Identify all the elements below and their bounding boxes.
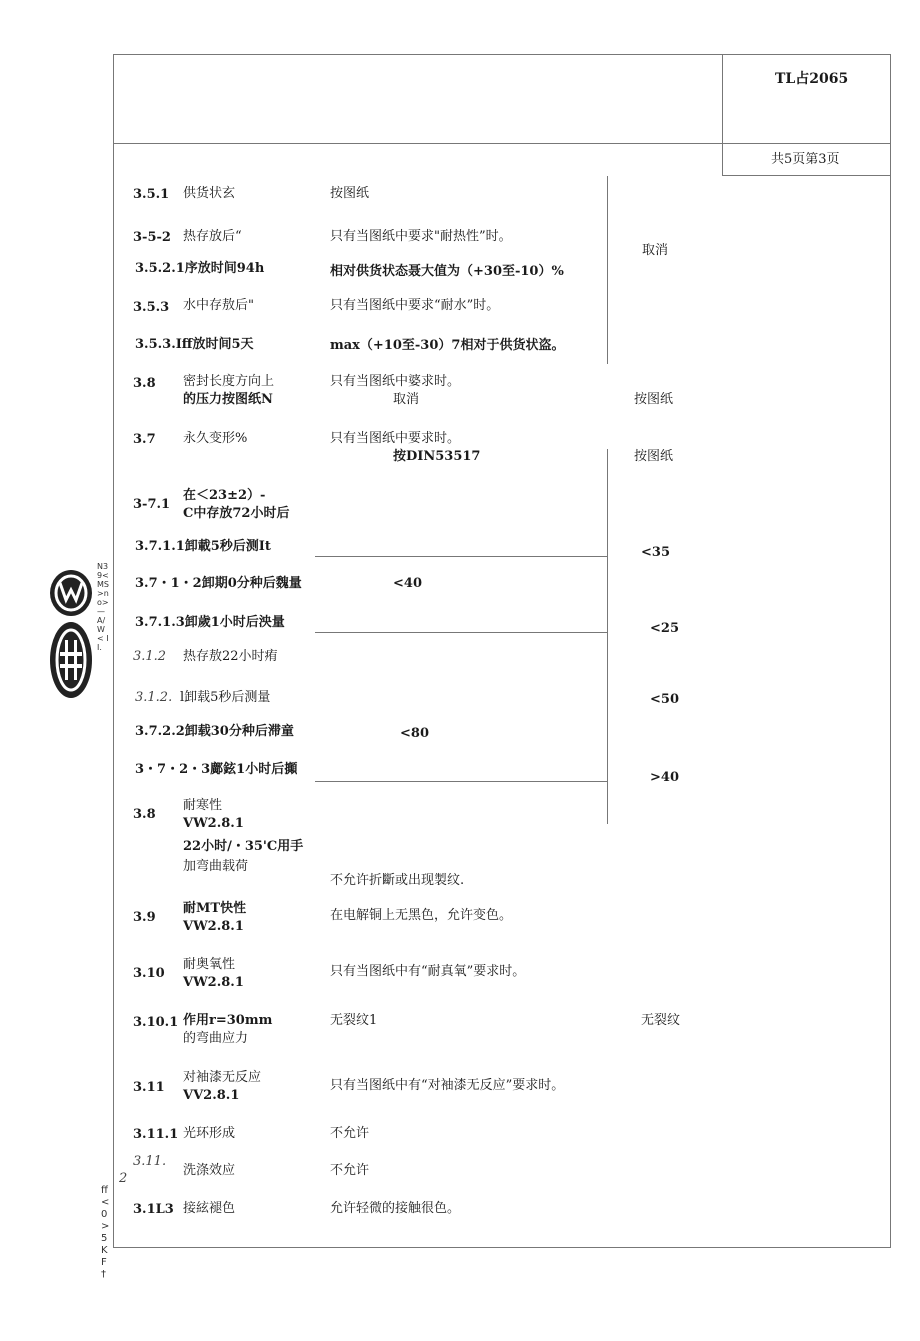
item-label-line2: C中存放72小时后 xyxy=(183,506,290,521)
bottom-vertical-text: ff < 0 > 5 K F† xyxy=(101,1185,110,1280)
item-label: 洗涤效应 xyxy=(183,1163,236,1178)
item-label-line1: 耐MT快性 xyxy=(183,901,247,916)
seal-logo xyxy=(50,622,92,698)
item-number: 3-7.1 xyxy=(133,497,171,512)
header-cell-divider xyxy=(722,54,723,176)
item-label-line1: 作用r=30mm xyxy=(183,1013,273,1028)
seal-logo-icon xyxy=(50,622,92,698)
item-number: 3.5.1 xyxy=(133,187,170,202)
item-requirement: 在电解铜上无黑色，允许变色。 xyxy=(330,908,513,923)
item-label: l卸载5秒后测量 xyxy=(180,690,271,705)
item-label-line4: 加弯曲载荷 xyxy=(183,859,249,874)
item-value-col3: <25 xyxy=(650,621,679,636)
item-number: 3.5.3 xyxy=(133,300,170,315)
header-rule xyxy=(113,143,891,144)
item-label: 3・7・2・3鄺鉉1小时后攧 xyxy=(135,762,298,777)
item-requirement: 只有当图纸中有“对袖漆无反应”要求时。 xyxy=(330,1078,565,1093)
item-number: 3.10 xyxy=(133,966,165,981)
item-label-line1: 对袖漆无反应 xyxy=(183,1070,262,1085)
item-label: 供货状玄 xyxy=(183,186,236,201)
item-label: 热存放后“ xyxy=(183,229,242,244)
item-number: 3.1L3 xyxy=(133,1202,174,1217)
item-label-line1: 在＜23±2）- xyxy=(183,488,266,503)
item-label-line2: VW2.8.1 xyxy=(183,975,244,990)
item-requirement: 不允许 xyxy=(330,1163,370,1178)
item-label-line2: VW2.8.1 xyxy=(183,919,244,934)
item-label-line1: 密封长度方向上 xyxy=(183,374,275,389)
table-rule-2 xyxy=(315,632,607,633)
item-requirement: 只有当图纸中要求时。 xyxy=(330,431,461,446)
item-label-line2: 的弯曲应力 xyxy=(183,1031,249,1046)
item-number: 3.10.1 xyxy=(133,1015,179,1030)
item-label: 水中存敖后" xyxy=(183,298,254,313)
item-number: 3.7 xyxy=(133,432,156,447)
item-number: 3-5-2 xyxy=(133,230,171,245)
item-label: 3.5.3.Iff放时间5天 xyxy=(135,337,254,352)
item-label: 3.7・1・2卸期0分种后魏量 xyxy=(135,576,302,591)
item-label: 永久变形% xyxy=(183,431,248,446)
item-requirement: 只有当图纸中要求“耐水”时。 xyxy=(330,298,500,313)
item-number: 3.11.1 xyxy=(133,1127,179,1142)
item-requirement-col3: 按图纸 xyxy=(634,449,674,464)
item-number: 3.8 xyxy=(133,807,156,822)
item-requirement: 只有当图纸中婆求时。 xyxy=(330,374,461,389)
item-label-line1: 耐寒性 xyxy=(183,798,223,813)
doc-number: TL占2065 xyxy=(775,71,849,87)
item-label-line2: 的压力按图纸N xyxy=(183,392,273,407)
item-label: 热存敖22小时痏 xyxy=(183,649,278,664)
item-requirement: 允许轻微的接触很色。 xyxy=(330,1201,461,1216)
item-value-col3: 无裂纹 xyxy=(641,1013,681,1028)
item-value-col3: >40 xyxy=(650,770,679,785)
item-label-line2: VV2.8.1 xyxy=(183,1088,240,1103)
vw-logo xyxy=(50,570,92,616)
item-requirement: 不允许 xyxy=(330,1126,370,1141)
table-rule-3 xyxy=(315,781,607,782)
column-divider-upper xyxy=(607,176,608,364)
item-label: 3.7.1.3卸歲1小时后泱量 xyxy=(135,615,285,630)
item-requirement: 不允许折斷或出现製纹. xyxy=(330,873,465,888)
item-requirement-col2: 取消 xyxy=(393,392,420,407)
item-number: 3.1.2. xyxy=(135,690,173,705)
item-label-line1: 耐奥氧性 xyxy=(183,957,236,972)
table-rule-1 xyxy=(315,556,607,557)
item-label-line2: VW2.8.1 xyxy=(183,816,244,831)
item-number: 3.11 xyxy=(133,1080,165,1095)
item-requirement: 只有当图纸中有“耐真氧”要求时。 xyxy=(330,964,526,979)
item-number-line1: 3.11. xyxy=(133,1154,167,1169)
item-requirement-col3: 按图纸 xyxy=(634,392,674,407)
page-info-rule xyxy=(722,175,891,176)
item-number: 3.8 xyxy=(133,376,156,391)
side-vertical-text: N3 9< MS >n o> — A/ W< II. xyxy=(97,562,109,652)
item-requirement: 只有当图纸中要求"耐热性”时。 xyxy=(330,229,512,244)
item-label: 接絃褪色 xyxy=(183,1201,236,1216)
item-requirement: 按图纸 xyxy=(330,186,370,201)
merged-cancel: 取消 xyxy=(642,243,669,258)
item-requirement-col2: 按DIN53517 xyxy=(393,449,481,464)
page-info: 共5页第3页 xyxy=(771,152,840,167)
item-value-col2: <40 xyxy=(393,576,422,591)
item-number-line2: 2 xyxy=(119,1171,128,1186)
item-label: 3.5.2.1序放时间94h xyxy=(135,261,265,276)
item-label: 3.7.2.2卸载30分种后滞童 xyxy=(135,724,294,739)
item-requirement: 无裂纹1 xyxy=(330,1013,378,1028)
item-label: 光环形成 xyxy=(183,1126,236,1141)
item-requirement: 相对供货状态聂大值为（+30至-10）% xyxy=(330,264,564,279)
item-value-col3: <35 xyxy=(641,545,670,560)
column-divider-lower xyxy=(607,449,608,824)
item-value-col2: <80 xyxy=(400,726,429,741)
item-label-line3: 22小时/・35'C用手 xyxy=(183,839,304,854)
item-label: 3.7.1.1卸載5秒后测It xyxy=(135,539,271,554)
item-number: 3.1.2 xyxy=(133,649,167,664)
item-requirement: max（+10至-30）7相对于供货状盗。 xyxy=(330,338,565,353)
item-number: 3.9 xyxy=(133,910,156,925)
item-value-col3: <50 xyxy=(650,692,679,707)
vw-logo-icon xyxy=(50,570,92,616)
